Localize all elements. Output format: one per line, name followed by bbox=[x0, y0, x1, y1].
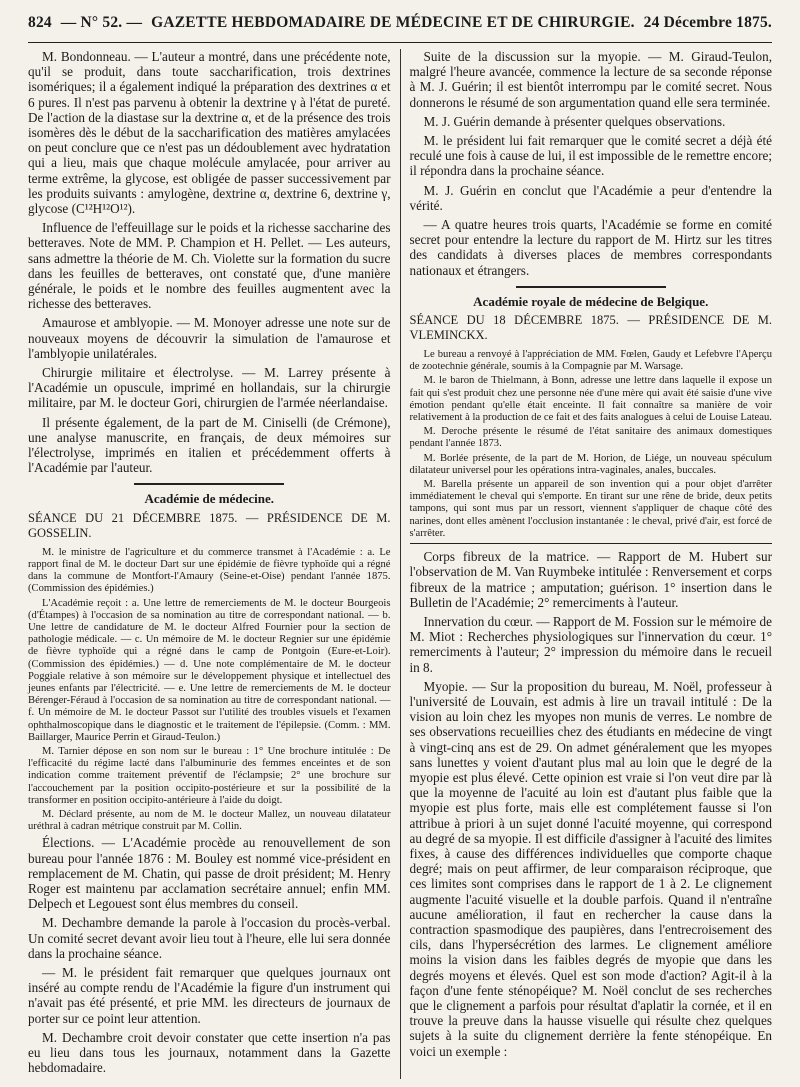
paragraph: Corps fibreux de la matrice. — Rapport de M. Hubert sur l'observation de M. Van Ruymbeke intitulée : Renversement et corps fibreux de la matrice ; amputation; guérison. 1° insertion dans le Bulletin de l'Académie; 2° remerciments à l'auteur. bbox=[409, 549, 773, 610]
paragraph: Suite de la discussion sur la myopie. — M. Giraud-Teulon, malgré l'heure avancée, commence la lecture de sa seconde réponse à M. J. Guérin; il est bientôt interrompu par le comité secret. Nous donnerons le résumé de son argumentation quand elle sera terminée. bbox=[409, 49, 772, 110]
right-column bbox=[400, 49, 773, 1079]
paragraph: Influence de l'effeuillage sur le poids et la richesse saccharine des betteraves. Note de MM. P. Champion et H. Pellet. — Les auteurs, sans admettre la théorie de M. Ch. Violette sur la formation du sucre dans les feuilles de betteraves, ont constaté que, d'une manière générale, le poids et le nombre des feuilles augmentent avec la richesse des betteraves. bbox=[28, 220, 391, 312]
paragraph: Il présente également, de la part de M. Ciniselli (de Crémone), une analyse manuscrite, en français, de deux mémoires sur l'électrolyse, imprimés en italien et précédemment offerts à l'Académie par l'auteur. bbox=[28, 414, 391, 476]
section-divider bbox=[516, 286, 666, 288]
paragraph: Myopie. — Sur la proposition du bureau, M. Noël, professeur à l'université de Louvain, est admis à lire un travail intitulé : De la vision au loin chez les myopes non munis de verres. Le nombre de ses observations recueillies chez des étudiants en médecine de vingt à vingt-cinq ans est de 29. On admet généralement que les myopes sans lunettes y voient d'autant plus mal au loin que le degré de la myopie est plus élevé. Cette opinion est vraie si l'on veut dire par là que la moyenne de l'acuité au loin est d'autant plus faible que la myopie est plus forte, mais elle est complétement fausse si l'on attribue à priori à un sujet donné l'acuité moyenne, qui correspond au degré de sa myopie. Il est difficile d'assigner à l'acuité des limites fixes, à cause des différences individuelles que comporte chaque degré; mais on peut affirmer, de leur comparaison réciproque, que ces limites sont comprises dans le rapport de 1 à 2. Le clignement augmente l'acuité visuelle et la double parfois. Quand il n'entraîne aucune amélioration, il faut en rechercher la cause dans la contraction spasmodique des paupières, dans l'entrecroisement des cils, dans l'hypersécrétion des larmes. Le clignement améliore moins la vision dans les faibles degrés de myopie que dans les degrés moyens et élevés. Quel est son mode d'action? Agit-il à la façon d'une fente sténopéique? M. Noël conclut de ses recherches que le clignement a parfois pour résultat d'aplatir la cornée, et il en trouve la preuve dans la hausse visuelle qui résulte chez quelques sujets à la suite du clignement derrière la fente sténopéique. En voici un exemple : bbox=[409, 678, 772, 1059]
session-heading: SÉANCE DU 21 DÉCEMBRE 1875. — PRÉSIDENCE DE M. GOSSELIN. bbox=[28, 510, 391, 540]
paragraph: M. le président lui fait remarquer que le comité secret a déjà été reculé une fois à cause de lui, il est impossible de le remettre encore; il répondra dans la prochaine séance. bbox=[409, 133, 773, 179]
paragraph: Chirurgie militaire et électrolyse. — M. Larrey présente à l'Académie un opuscule, imprimé en hollandais, sur la chirurgie militaire, par M. le docteur Gori, chirurgien de l'armée néerlandaise. bbox=[28, 365, 391, 411]
session-heading: SÉANCE DU 18 DÉCEMBRE 1875. — PRÉSIDENCE DE M. VLEMINCKX. bbox=[409, 313, 772, 343]
paragraph: M. le ministre de l'agriculture et du commerce transmet à l'Académie : a. Le rapport final de M. le docteur Dart sur une épidémie de fièvre typhoïde qui a régné dans la commune de Montfort-l'Amaury (Seine-et-Oise) pendant l'année 1875. (Commission des épidémies.) bbox=[28, 546, 391, 595]
paragraph: M. Dechambre croit devoir constater que cette insertion n'a pas eu lieu dans tous les journaux, notamment dans la Gazette hebdomadaire. bbox=[28, 1029, 391, 1076]
subsection-rule bbox=[410, 543, 773, 544]
paragraph: M. Dechambre demande la parole à l'occasion du procès-verbal. Un comité secret devant avoir lieu tout à l'heure, elle lui sera donnée dans la prochaine séance. bbox=[28, 915, 391, 961]
paragraph: M. Bondonneau. — L'auteur a montré, dans une précédente note, qu'il se produit, dans toute saccharification, trois dextrines isomériques; il a également indiqué la préparation des dextrines α et 6 pures. Il n'est pas parvenu à obtenir la dextrine γ à l'état de pureté. De l'action de la diastase sur la dextrine α, et de la présence des trois isomères dès le début de la saccharification des matières amylacées on peut conclure que ce n'est pas un dédoublement avec hydratation qui a lieu, mais que chaque molécule amylacée, pour arriver au terme extrême, la glycose, est obligée de passer successivement par les produits suivants : amylogène, dextrine α, dextrine 6, dextrine γ, glycose (C¹²H¹²O¹²). bbox=[28, 49, 391, 217]
paragraph: M. Borlée présente, de la part de M. Horion, de Liége, un nouveau spéculum dilatateur universel pour les opérations intra-vaginales, anales, buccales. bbox=[409, 452, 772, 476]
paragraph: — A quatre heures trois quarts, l'Académie se forme en comité secret pour entendre la lecture du rapport de M. Hirtz sur les titres des candidats à diverses places de membres correspondants nationaux et étrangers. bbox=[409, 217, 772, 278]
paragraph: M. Tarnier dépose en son nom sur le bureau : 1° Une brochure intitulée : De l'efficacité du régime lacté dans l'albuminurie des femmes enceintes et de son indication comme traitement préventif de l'éclampsie; 2° une brochure sur l'accouchement par la position occipito-postérieure et sur la possibilité de la transformer en position occipito-antérieure à l'aide du doigt. bbox=[28, 745, 391, 806]
issue-date: 24 Décembre 1875. bbox=[643, 14, 772, 31]
left-column bbox=[28, 49, 400, 1079]
header-rule bbox=[28, 42, 772, 43]
paragraph: M. J. Guérin en conclut que l'Académie a peur d'entendre la vérité. bbox=[409, 182, 772, 213]
paragraph: M. Deroche présente le résumé de l'état sanitaire des animaux domestiques pendant l'année 1873. bbox=[409, 426, 772, 450]
paragraph: M. Barella présente un appareil de son invention qui a pour objet d'arrêter immédiatement le cheval qui s'emporte. En tirant sur une rêne de bride, deux petits tampons, qui sont mus par un ressort, viennent s'appliquer de chaque côté des narines, dont elles amènent l'occlusion instantanée : le cheval, privé d'air, est forcé de s'arrêter. bbox=[409, 479, 772, 539]
section-title: Académie de médecine. bbox=[144, 491, 275, 507]
paragraph: Amaurose et amblyopie. — M. Monoyer adresse une note sur de nouveaux moyens de découvrir la simulation de l'amaurose et l'amblyopie unilatérales. bbox=[28, 315, 391, 361]
paragraph: M. J. Guérin demande à présenter quelques observations. bbox=[423, 113, 726, 129]
paragraph: M. Déclard présente, au nom de M. le docteur Mallez, un nouveau dilatateur uréthral à cadran métrique construit par M. Collin. bbox=[28, 808, 391, 833]
issue-number: — N° 52. — bbox=[60, 14, 143, 31]
paragraph: L'Académie reçoit : a. Une lettre de remerciements de M. le docteur Bourgeois (d'Étampes) à l'occasion de sa nomination au titre de correspondant national. — b. Une lettre de candidature de M. le docteur Alfred Fournier pour la section de pathologie médicale. — c. Un mémoire de M. le docteur Regnier sur une épidémie de fièvre typhoïde qui a régné dans le camp de Pontgoin (Eure-et-Loir). (Commission des épidémies.) — d. Une note complémentaire de M. le docteur Poggiale relative à son mémoire sur le développement physique et intellectuel des jeunes enfants par l'électricité. — e. Une lettre de remerciements de M. le docteur Bérenger-Féraud à l'occasion de sa nomination au titre de correspondant national. — f. Un mémoire de M. le docteur Passot sur l'utilité des troubles visuels et l'examen ophthalmoscopique dans le diagnostic et le traitement de l'épilepsie. (Comm. : MM. Baillarger, Maurice Perrin et Giraud-Teulon.) bbox=[28, 597, 391, 743]
page-header bbox=[28, 14, 772, 38]
paragraph: M. le baron de Thielmann, à Bonn, adresse une lettre dans laquelle il expose un fait qui s'est produit chez une personne née d'une mère qui avait été saisie d'une vive émotion pendant qu'elle était enceinte. Il fait connaître sa manière de voir relativement à la production de ce fait et des faits analogues à celui de Louise Lateau. bbox=[409, 375, 772, 424]
paragraph: Innervation du cœur. — Rapport de M. Fossion sur le mémoire de M. Miot : Recherches physiologiques sur l'innervation du cœur. 1° remerciments à l'auteur; 2° impression du mémoire dans le recueil in 8. bbox=[409, 613, 772, 675]
columns bbox=[28, 49, 772, 1079]
journal-title: GAZETTE HEBDOMADAIRE DE MÉDECINE ET DE CHIRURGIE. bbox=[151, 14, 635, 31]
paragraph: — M. le président fait remarquer que quelques journaux ont inséré au compte rendu de l'Académie la figure d'un instrument qui n'avait pas été présenté, et prie MM. les directeurs de journaux de porter sur ce point leur attention. bbox=[28, 964, 391, 1026]
page-number: 824 bbox=[28, 14, 52, 31]
section-divider bbox=[134, 483, 284, 485]
paragraph: Élections. — L'Académie procède au renouvellement de son bureau pour l'année 1876 : M. Bouley est nommé vice-président en remplacement de M. Chatin, qui passe de droit président; M. Henry Roger est maintenu par acclamation secrétaire annuel; enfin MM. Delpech et Legouest sont élus membres du conseil. bbox=[28, 835, 391, 912]
section-title: Académie royale de médecine de Belgique. bbox=[473, 293, 709, 309]
paragraph: Le bureau a renvoyé à l'appréciation de MM. Fœlen, Gaudy et Lefebvre l'Aperçu de zootechnie générale, soumis à la Compagnie par M. Warsage. bbox=[409, 349, 772, 373]
